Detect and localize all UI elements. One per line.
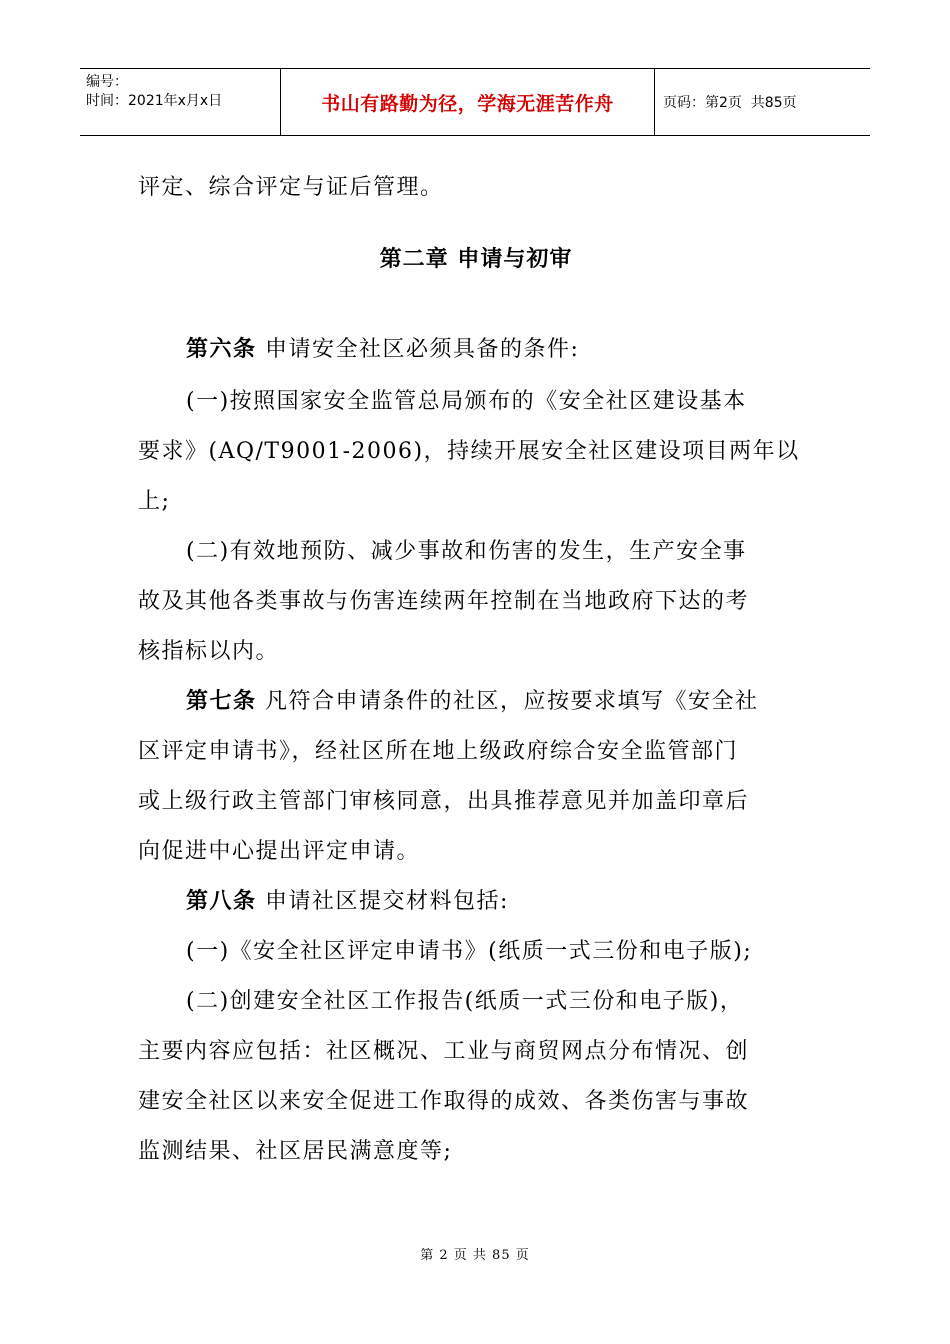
article-8-label: 第八条	[186, 889, 257, 914]
paragraph-line: 评定、综合评定与证后管理。	[138, 175, 444, 200]
article-7-text: 凡符合申请条件的社区，应按要求填写《安全社	[256, 689, 759, 714]
article-6-text: 申请安全社区必须具备的条件:	[256, 337, 580, 362]
document-date: 时间：2021年x月x日	[86, 93, 223, 109]
paragraph-line: 监测结果、社区居民满意度等;	[138, 1139, 453, 1164]
paragraph-line: (二)创建安全社区工作报告(纸质一式三份和电子版)，	[186, 989, 744, 1014]
page-info-text: 页码：第2页 共85页	[663, 95, 797, 111]
paragraph-line: 故及其他各类事故与伤害连续两年控制在当地政府下达的考	[138, 589, 750, 614]
article-6-label: 第六条	[186, 337, 257, 362]
header-motto: 书山有路勤为径，学海无涯苦作舟	[281, 69, 655, 135]
article-8-text: 申请社区提交材料包括:	[256, 889, 509, 914]
article-6	[186, 332, 579, 363]
paragraph-line: (二)有效地预防、减少事故和伤害的发生，生产安全事	[186, 539, 747, 564]
paragraph-line: 主要内容应包括：社区概况、工业与商贸网点分布情况、创	[138, 1039, 750, 1064]
chapter-title: 第二章 申请与初审	[379, 247, 573, 272]
paragraph-line: (一)按照国家安全监管总局颁布的《安全社区建设基本	[186, 389, 747, 414]
header-meta	[80, 69, 281, 135]
paragraph-line: 核指标以内。	[138, 639, 280, 664]
article-7	[186, 684, 759, 715]
paragraph-line: 区评定申请书》，经社区所在地上级政府综合安全监管部门	[138, 739, 739, 764]
document-number-label: 编号：	[86, 74, 128, 90]
paragraph-line: 或上级行政主管部门审核同意，出具推荐意见并加盖印章后	[138, 789, 750, 814]
paragraph-line: 向促进中心提出评定申请。	[138, 839, 421, 864]
article-7-label: 第七条	[186, 689, 257, 714]
page-footer: 第 2 页 共 85 页	[420, 1248, 530, 1263]
page-header	[80, 68, 870, 136]
header-page-info	[655, 69, 870, 135]
paragraph-line: 建安全社区以来安全促进工作取得的成效、各类伤害与事故	[138, 1089, 750, 1114]
article-8	[186, 884, 509, 915]
paragraph-line: (一)《安全社区评定申请书》(纸质一式三份和电子版);	[186, 939, 753, 964]
paragraph-line: 上;	[138, 489, 171, 514]
paragraph-line: 要求》(AQ/T9001-2006)，持续开展安全社区建设项目两年以	[138, 439, 800, 464]
